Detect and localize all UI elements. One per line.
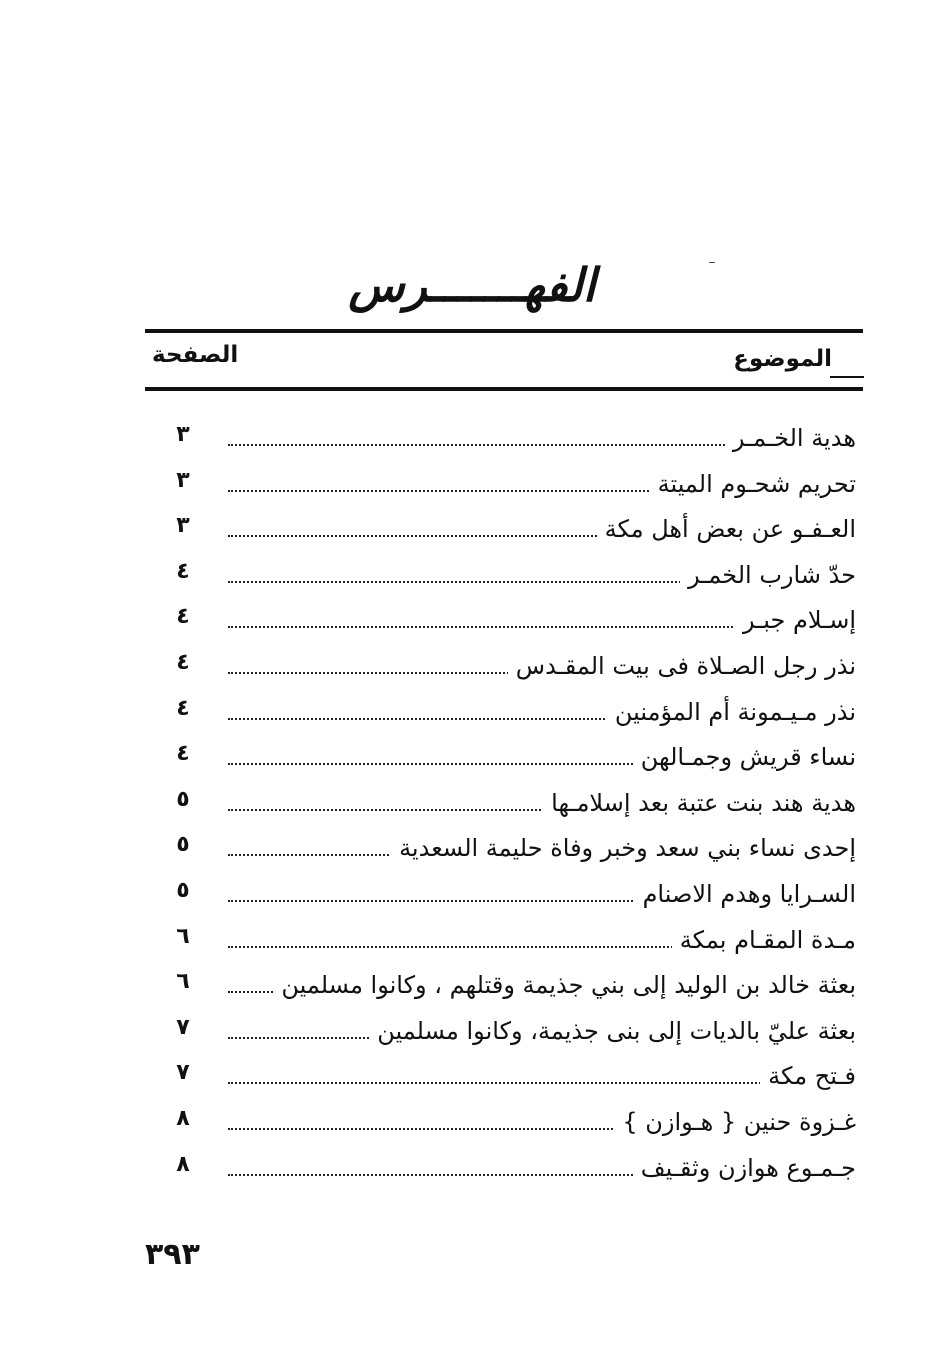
toc-entry <box>0 418 944 463</box>
toc-entry-page: ٣ <box>176 468 190 493</box>
toc-entry <box>0 692 944 737</box>
toc-entry-topic: إسـلام جبـر <box>735 606 856 634</box>
toc-entry-topic: العـفـو عن بعض أهل مكة <box>597 515 856 543</box>
toc-entry <box>0 1011 944 1056</box>
toc-entry <box>0 600 944 645</box>
toc-entry-topic: السـرايا وهدم الاصنام <box>635 880 856 908</box>
toc-entry <box>0 1056 944 1101</box>
page-title: الفهـــــــرس <box>348 258 596 312</box>
toc-entry-topic: هدية الخـمـر <box>725 424 856 452</box>
page-number: ٣٩٣ <box>145 1237 200 1272</box>
toc-entry-page: ٧ <box>176 1015 190 1040</box>
toc-entry <box>0 646 944 691</box>
toc-entry-page: ٥ <box>176 832 190 857</box>
toc-entry-page: ٣ <box>176 513 190 538</box>
column-header-topic: الموضوع <box>733 346 832 372</box>
toc-entry-page: ٧ <box>176 1060 190 1085</box>
toc-entry-topic: نذر رجل الصـلاة فى بيت المقـدس <box>508 652 856 680</box>
toc-entry-topic: نذر مـيـمونة أم المؤمنين <box>607 698 856 726</box>
toc-entry-topic: تحريم شحـوم الميتة <box>650 470 856 498</box>
toc-entry-page: ٦ <box>176 969 190 994</box>
toc-entry-page: ٤ <box>176 696 190 721</box>
header-bottom-rule <box>145 387 863 391</box>
toc-entry <box>0 828 944 873</box>
toc-entry-topic: غـزوة حنين { هـوازن } <box>614 1108 856 1136</box>
toc-entry <box>0 509 944 554</box>
toc-entry-page: ٤ <box>176 559 190 584</box>
toc-entry <box>0 920 944 965</box>
column-header-page: الصفحة <box>152 342 239 368</box>
toc-entry-page: ٤ <box>176 650 190 675</box>
toc-entry-topic: هدية هند بنت عتبة بعد إسلامـها <box>543 789 856 817</box>
toc-entry-topic: بعثة خالد بن الوليد إلى بني جذيمة وقتلهم ، وكانوا مسلمين <box>273 971 856 999</box>
toc-entry <box>0 1148 944 1193</box>
toc-entry <box>0 555 944 600</box>
toc-entry-page: ٥ <box>176 787 190 812</box>
toc-entry-page: ٦ <box>176 924 190 949</box>
header-top-rule <box>145 329 863 333</box>
toc-entry-topic: نساء قريش وجمـالهن <box>633 743 856 771</box>
toc-entry-page: ٤ <box>176 741 190 766</box>
toc-entry <box>0 464 944 509</box>
toc-entry-topic: حدّ شارب الخمـر <box>680 561 856 589</box>
toc-entry <box>0 737 944 782</box>
toc-entry-topic: إحدى نساء بني سعد وخبر وفاة حليمة السعدية <box>391 834 856 862</box>
toc-entry <box>0 1102 944 1147</box>
toc-entry-page: ٤ <box>176 604 190 629</box>
toc-entry-page: ٨ <box>176 1152 190 1177</box>
toc-entry-topic: مـدة المقـام بمكة <box>672 926 856 954</box>
toc-entry-topic: جـمـوع هوازن وثقـيف <box>633 1154 856 1182</box>
toc-entry-page: ٥ <box>176 878 190 903</box>
toc-entry-topic: فـتح مكة <box>760 1062 856 1090</box>
toc-entry-page: ٨ <box>176 1106 190 1131</box>
toc-entry-page: ٣ <box>176 422 190 447</box>
toc-entry <box>0 783 944 828</box>
toc-entry-topic: بعثة عليّ بالديات إلى بنى جذيمة، وكانوا مسلمين <box>369 1017 856 1045</box>
toc-entry <box>0 874 944 919</box>
toc-entry <box>0 965 944 1010</box>
column-header-topic-underline <box>830 376 864 378</box>
